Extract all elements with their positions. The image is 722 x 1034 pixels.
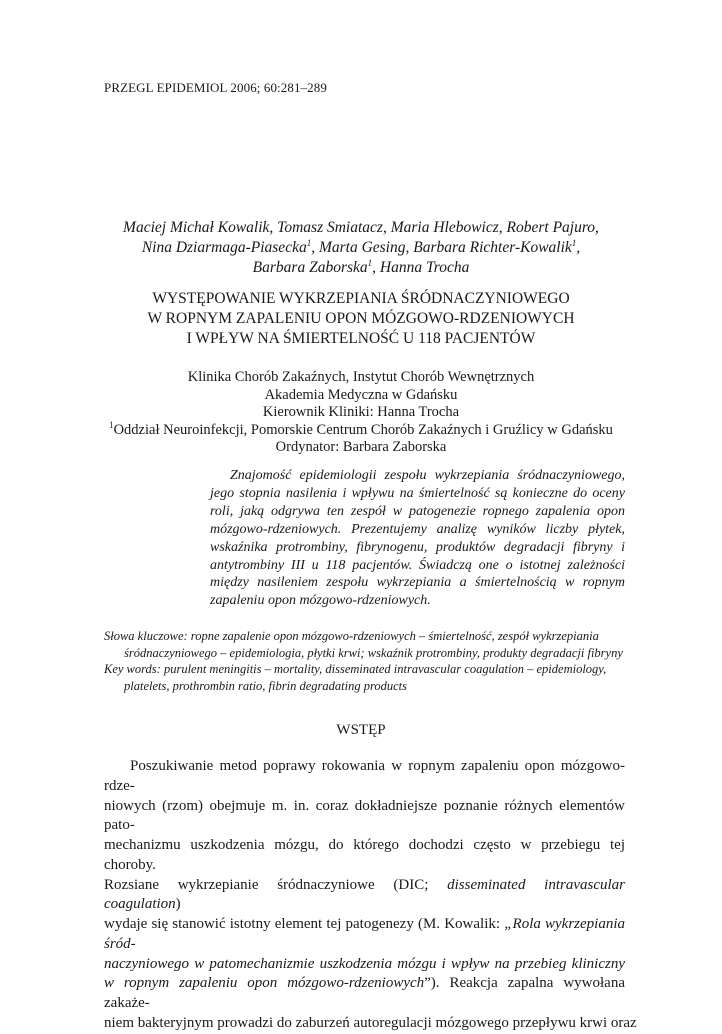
body-line: Poszukiwanie metod poprawy rokowania w ropnym zapaleniu opon mózgowo-rdze- (104, 758, 625, 794)
body-line: wydaje się stanowić istotny element tej patogenezy (M. Kowalik: „Rola wykrzepiania śród- (104, 916, 625, 952)
title-line-3: I WPŁYW NA ŚMIERTELNOŚĆ U 118 PACJENTÓW (186, 330, 536, 347)
affiliation-mark: 1 (571, 237, 577, 248)
keywords-english: Key words: purulent meningitis – mortality, disseminated intravascular coagulation – epidemiology, platelets, prothrombin ratio, fibrin degradating products (104, 662, 607, 694)
affiliations (100, 369, 622, 457)
body-line: w ropnym zapaleniu opon mózgowo-rdzeniowych”). Reakcja zapalna wywołana zakaże- (104, 975, 625, 1011)
author-line-3: Barbara Zaborska$^1$, Hanna Trocha (252, 257, 470, 276)
author-line-2: Nina Dziarmaga-Piasecka$^1$, Marta Gesing, Barbara Richter-Kowalik$^1$, (141, 237, 581, 256)
body-line: naczyniowego w patomechanizmie uszkodzenia mózgu i wpływ na przebieg kliniczny (104, 955, 625, 972)
affiliation-line-3: Kierownik Kliniki: Hanna Trocha (262, 404, 460, 420)
article-title (100, 289, 622, 349)
section-heading: WSTĘP (336, 722, 386, 738)
body-line: Rozsiane wykrzepianie śródnaczyniowe (DIC; disseminated intravascular coagulation) (104, 876, 625, 913)
title-line-1: WYSTĘPOWANIE WYKRZEPIANIA ŚRÓDNACZYNIOWEGO (152, 290, 570, 307)
keywords-block (104, 628, 624, 695)
keywords-polish: Słowa kluczowe: ropne zapalenie opon mózgowo-rdzeniowych – śmiertelność, zespół wykrzepiania śródnaczyniowego – epidemiologia, płytki krwi; wskaźnik protrombiny, produkty degradacji fibryny (104, 629, 623, 660)
affiliation-line-1: Klinika Chorób Zakaźnych, Instytut Chorób Wewnętrznych (187, 369, 535, 385)
abstract: Znajomość epidemiologii zespołu wykrzepiania śródnaczyniowego, jego stopnia nasilenia i wpływu na śmiertelność są konieczne do oceny roli, jaką odgrywa ten zespół w patogenezie ropnego zapalenia opon mózgowo-rdzeniowych. Prezentujemy analizę wyników liczby płytek, wskaźnika protrombiny, fibrynogenu, produktów degradacji fibryny i antytrombiny III u 118 pacjentów. Świadczą one o istotnej zależności między nasileniem zespołu wykrzepiania a śmiertelnością w ropnym zapaleniu opon mózgowo-rdzeniowych. (210, 468, 625, 609)
author-list (100, 218, 622, 278)
author-line-1: Maciej Michał Kowalik, Tomasz Smiatacz, Maria Hlebowicz, Robert Pajuro, (123, 219, 599, 236)
body-line: mechanizmu uszkodzenia mózgu, do którego dochodzi często w przebiegu tej choroby. (104, 837, 625, 873)
body-paragraph (104, 757, 637, 1034)
affiliation-mark: 1 (306, 237, 312, 248)
body-line: niem bakteryjnym prowadzi do zaburzeń autoregulacji mózgowego przepływu krwi oraz (104, 1014, 637, 1031)
affiliation-line-5: Ordynator: Barbara Zaborska (275, 439, 447, 455)
affiliation-line-2: Akademia Medyczna w Gdańsku (264, 386, 458, 403)
journal-citation: PRZEGL EPIDEMIOL 2006; 60:281–289 (104, 80, 327, 95)
affiliation-line-4: $^1$Oddział Neuroinfekcji, Pomorskie Centrum Chorób Zakaźnych i Gruźlicy w Gdańsku (109, 419, 613, 438)
body-line: niowych (rzom) obejmuje m. in. coraz dokładniejsze poznanie różnych elementów pato- (104, 797, 625, 834)
affiliation-mark: 1 (109, 419, 114, 430)
affiliation-mark: 1 (367, 257, 373, 268)
title-line-2: W ROPNYM ZAPALENIU OPON MÓZGOWO-RDZENIOWYCH (147, 310, 575, 327)
